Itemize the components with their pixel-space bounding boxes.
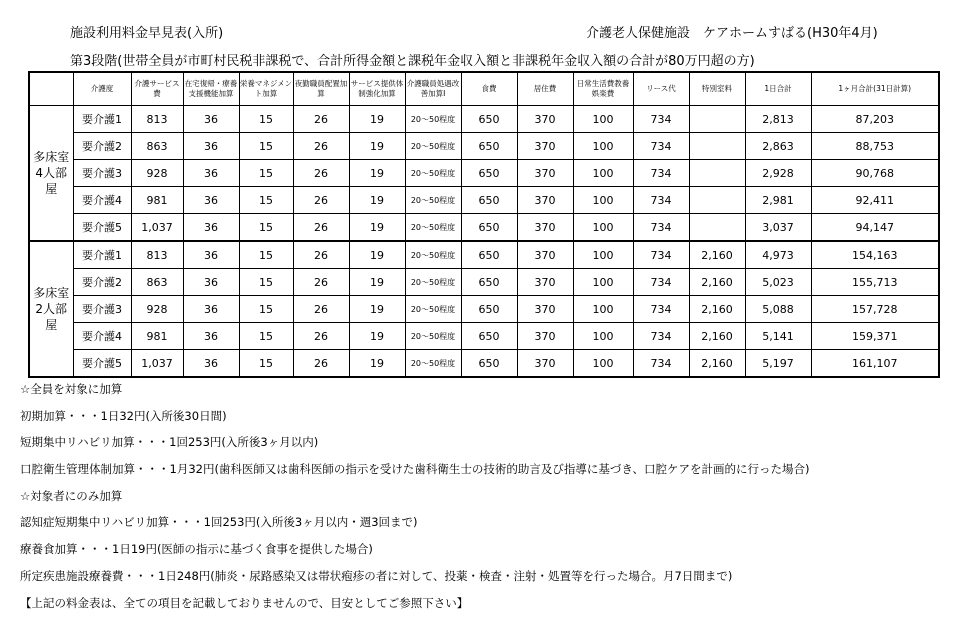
table-row [29,350,939,378]
table-cell: 650 [461,269,517,296]
table-cell: 650 [461,323,517,350]
table-cell: 370 [517,241,573,269]
table-cell: 863 [131,133,183,160]
table-cell: 5,088 [745,296,811,323]
table-cell: 2,160 [689,350,745,378]
table-cell: 370 [517,133,573,160]
table-row [29,187,939,214]
header-cell: 介護度 [73,72,131,106]
table-cell: 26 [293,106,349,133]
table-cell: 155,713 [811,269,939,296]
table-cell [689,187,745,214]
table-row [29,160,939,187]
header-cell-room [29,72,73,106]
fee-table [28,71,940,378]
table-cell: 157,728 [811,296,939,323]
care-level-cell: 要介護3 [73,160,131,187]
table-cell: 100 [573,323,633,350]
table-header-row [29,72,939,106]
table-cell: 15 [239,214,293,242]
table-cell: 36 [183,350,239,378]
table-cell: 87,203 [811,106,939,133]
table-row [29,133,939,160]
table-cell: 15 [239,241,293,269]
table-cell: 36 [183,187,239,214]
table-cell: 650 [461,350,517,378]
table-cell: 20～50程度 [405,269,461,296]
table-cell: 19 [349,160,405,187]
table-cell: 26 [293,296,349,323]
care-level-cell: 要介護1 [73,241,131,269]
table-cell: 20～50程度 [405,241,461,269]
table-cell: 370 [517,269,573,296]
table-cell: 26 [293,133,349,160]
table-cell: 650 [461,160,517,187]
table-cell: 2,813 [745,106,811,133]
table-cell: 370 [517,187,573,214]
table-row [29,269,939,296]
table-cell: 15 [239,269,293,296]
care-level-cell: 要介護5 [73,350,131,378]
table-cell [689,214,745,242]
table-cell: 92,411 [811,187,939,214]
table-cell: 20～50程度 [405,160,461,187]
table-cell: 36 [183,269,239,296]
care-level-cell: 要介護2 [73,269,131,296]
table-cell: 370 [517,214,573,242]
table-cell: 370 [517,106,573,133]
table-cell: 19 [349,269,405,296]
table-cell: 19 [349,214,405,242]
table-cell: 1,037 [131,214,183,242]
room-type-cell: 多床室 2人部屋 [29,241,73,377]
table-cell: 370 [517,323,573,350]
table-cell: 100 [573,350,633,378]
header-cell: 介護サービス費 [131,72,183,106]
table-cell: 650 [461,296,517,323]
table-cell: 370 [517,296,573,323]
table-cell: 15 [239,133,293,160]
table-cell: 26 [293,160,349,187]
note-line: ☆全員を対象に加算 [20,382,123,396]
table-cell [689,133,745,160]
stage-description: 第3段階(世帯全員が市町村民税非課税で、合計所得金額と課税年金収入額と非課税年金収入額の合計が80万円超の方) [70,54,755,69]
table-row [29,214,939,242]
table-cell: 4,973 [745,241,811,269]
table-cell: 100 [573,296,633,323]
table-cell: 981 [131,187,183,214]
table-cell: 5,023 [745,269,811,296]
table-row [29,241,939,269]
table-cell: 2,160 [689,323,745,350]
table-cell: 15 [239,187,293,214]
table-cell: 2,160 [689,296,745,323]
care-level-cell: 要介護1 [73,106,131,133]
table-cell: 370 [517,160,573,187]
header-cell: 食費 [461,72,517,106]
table-cell: 928 [131,296,183,323]
table-cell: 36 [183,323,239,350]
table-cell: 26 [293,323,349,350]
table-cell: 20～50程度 [405,133,461,160]
table-cell: 19 [349,241,405,269]
table-cell: 5,197 [745,350,811,378]
table-cell: 650 [461,241,517,269]
table-cell: 19 [349,323,405,350]
note-line: ☆対象者にのみ加算 [20,488,123,503]
table-cell [689,106,745,133]
table-cell: 734 [633,187,689,214]
header-cell: 介護職員処遇改善加算Ⅰ [405,72,461,106]
care-level-cell: 要介護4 [73,187,131,214]
table-cell: 15 [239,160,293,187]
table-cell: 2,863 [745,133,811,160]
table-cell: 20～50程度 [405,214,461,242]
table-cell: 90,768 [811,160,939,187]
table-cell: 650 [461,133,517,160]
note-line: 認知症短期集中リハビリ加算・・・1回253円(入所後3ヶ月以内・週3回まで) [20,515,418,530]
header-cell: 日常生活費教養娯楽費 [573,72,633,106]
table-row [29,323,939,350]
table-cell [689,160,745,187]
table-cell: 20～50程度 [405,296,461,323]
table-cell: 20～50程度 [405,187,461,214]
table-cell: 2,981 [745,187,811,214]
header-cell: 居住費 [517,72,573,106]
header-cell: 栄養マネジメント加算 [239,72,293,106]
note-line: 初期加算・・・1日32円(入所後30日間) [20,408,227,423]
table-cell: 1,037 [131,350,183,378]
table-cell: 863 [131,269,183,296]
table-cell: 154,163 [811,241,939,269]
table-cell: 5,141 [745,323,811,350]
table-cell: 19 [349,350,405,378]
header-cell: 1日合計 [745,72,811,106]
table-cell: 100 [573,106,633,133]
table-cell: 26 [293,214,349,242]
note-line: 【上記の料金表は、全ての項目を記載しておりませんので、目安としてご参照下さい】 [20,595,469,610]
table-cell: 36 [183,133,239,160]
table-cell: 19 [349,187,405,214]
facility-name: 介護老人保健施設 ケアホームすばる(H30年4月) [586,26,878,41]
table-cell: 20～50程度 [405,323,461,350]
table-cell: 36 [183,214,239,242]
table-cell: 650 [461,187,517,214]
header-cell: サービス提供体制強化加算 [349,72,405,106]
table-row [29,296,939,323]
table-cell: 26 [293,269,349,296]
table-cell: 650 [461,214,517,242]
table-cell: 813 [131,106,183,133]
table-cell: 100 [573,160,633,187]
table-cell: 734 [633,323,689,350]
note-line: 短期集中リハビリ加算・・・1回253円(入所後3ヶ月以内) [20,435,319,450]
table-cell: 88,753 [811,133,939,160]
table-cell: 26 [293,187,349,214]
care-level-cell: 要介護3 [73,296,131,323]
table-cell: 19 [349,133,405,160]
table-cell: 36 [183,241,239,269]
table-cell: 15 [239,350,293,378]
table-cell: 734 [633,160,689,187]
table-cell: 100 [573,269,633,296]
table-cell: 734 [633,106,689,133]
header-cell: 夜勤職員配置加算 [293,72,349,106]
table-cell: 159,371 [811,323,939,350]
care-level-cell: 要介護5 [73,214,131,242]
note-line: 口腔衛生管理体制加算・・・1月32円(歯科医師又は歯科医師の指示を受けた歯科衛生士の技術的助言及び指導に基づき、口腔ケアを計画的に行った場合) [20,462,810,477]
table-cell: 3,037 [745,214,811,242]
table-cell: 100 [573,214,633,242]
table-cell: 734 [633,133,689,160]
table-cell: 734 [633,269,689,296]
table-cell: 734 [633,350,689,378]
header-cell: リース代 [633,72,689,106]
table-cell: 734 [633,214,689,242]
header-cell: 特別室料 [689,72,745,106]
notes-section [20,376,980,616]
table-cell: 26 [293,241,349,269]
table-cell: 100 [573,241,633,269]
table-row [29,106,939,133]
room-type-cell: 多床室 4人部屋 [29,106,73,242]
table-cell: 19 [349,296,405,323]
table-cell: 15 [239,106,293,133]
table-cell: 981 [131,323,183,350]
note-line: 所定疾患施設療養費・・・1日248円(肺炎・尿路感染又は帯状疱疹の者に対して、投薬・検査・注射・処置等を行った場合。月7日間まで) [20,568,733,583]
header-cell: 在宅復帰・療養支援機能加算 [183,72,239,106]
table-cell: 2,160 [689,269,745,296]
note-line: 療養食加算・・・1日19円(医師の指示に基づく食事を提供した場合) [20,542,373,557]
table-cell: 15 [239,296,293,323]
care-level-cell: 要介護4 [73,323,131,350]
table-cell: 36 [183,296,239,323]
table-cell: 161,107 [811,350,939,378]
table-cell: 100 [573,133,633,160]
header-cell: 1ヶ月合計(31日計算) [811,72,939,106]
table-cell: 36 [183,106,239,133]
table-cell: 928 [131,160,183,187]
table-cell: 100 [573,187,633,214]
table-cell: 94,147 [811,214,939,242]
table-cell: 2,928 [745,160,811,187]
table-cell: 650 [461,106,517,133]
table-cell: 26 [293,350,349,378]
fee-table-body [29,106,939,378]
page-title: 施設利用料金早見表(入所) [70,26,224,41]
table-cell: 734 [633,296,689,323]
table-cell: 36 [183,160,239,187]
table-cell: 19 [349,106,405,133]
table-cell: 20～50程度 [405,350,461,378]
table-cell: 370 [517,350,573,378]
table-cell: 15 [239,323,293,350]
table-cell: 734 [633,241,689,269]
table-cell: 2,160 [689,241,745,269]
table-cell: 20～50程度 [405,106,461,133]
table-cell: 813 [131,241,183,269]
care-level-cell: 要介護2 [73,133,131,160]
